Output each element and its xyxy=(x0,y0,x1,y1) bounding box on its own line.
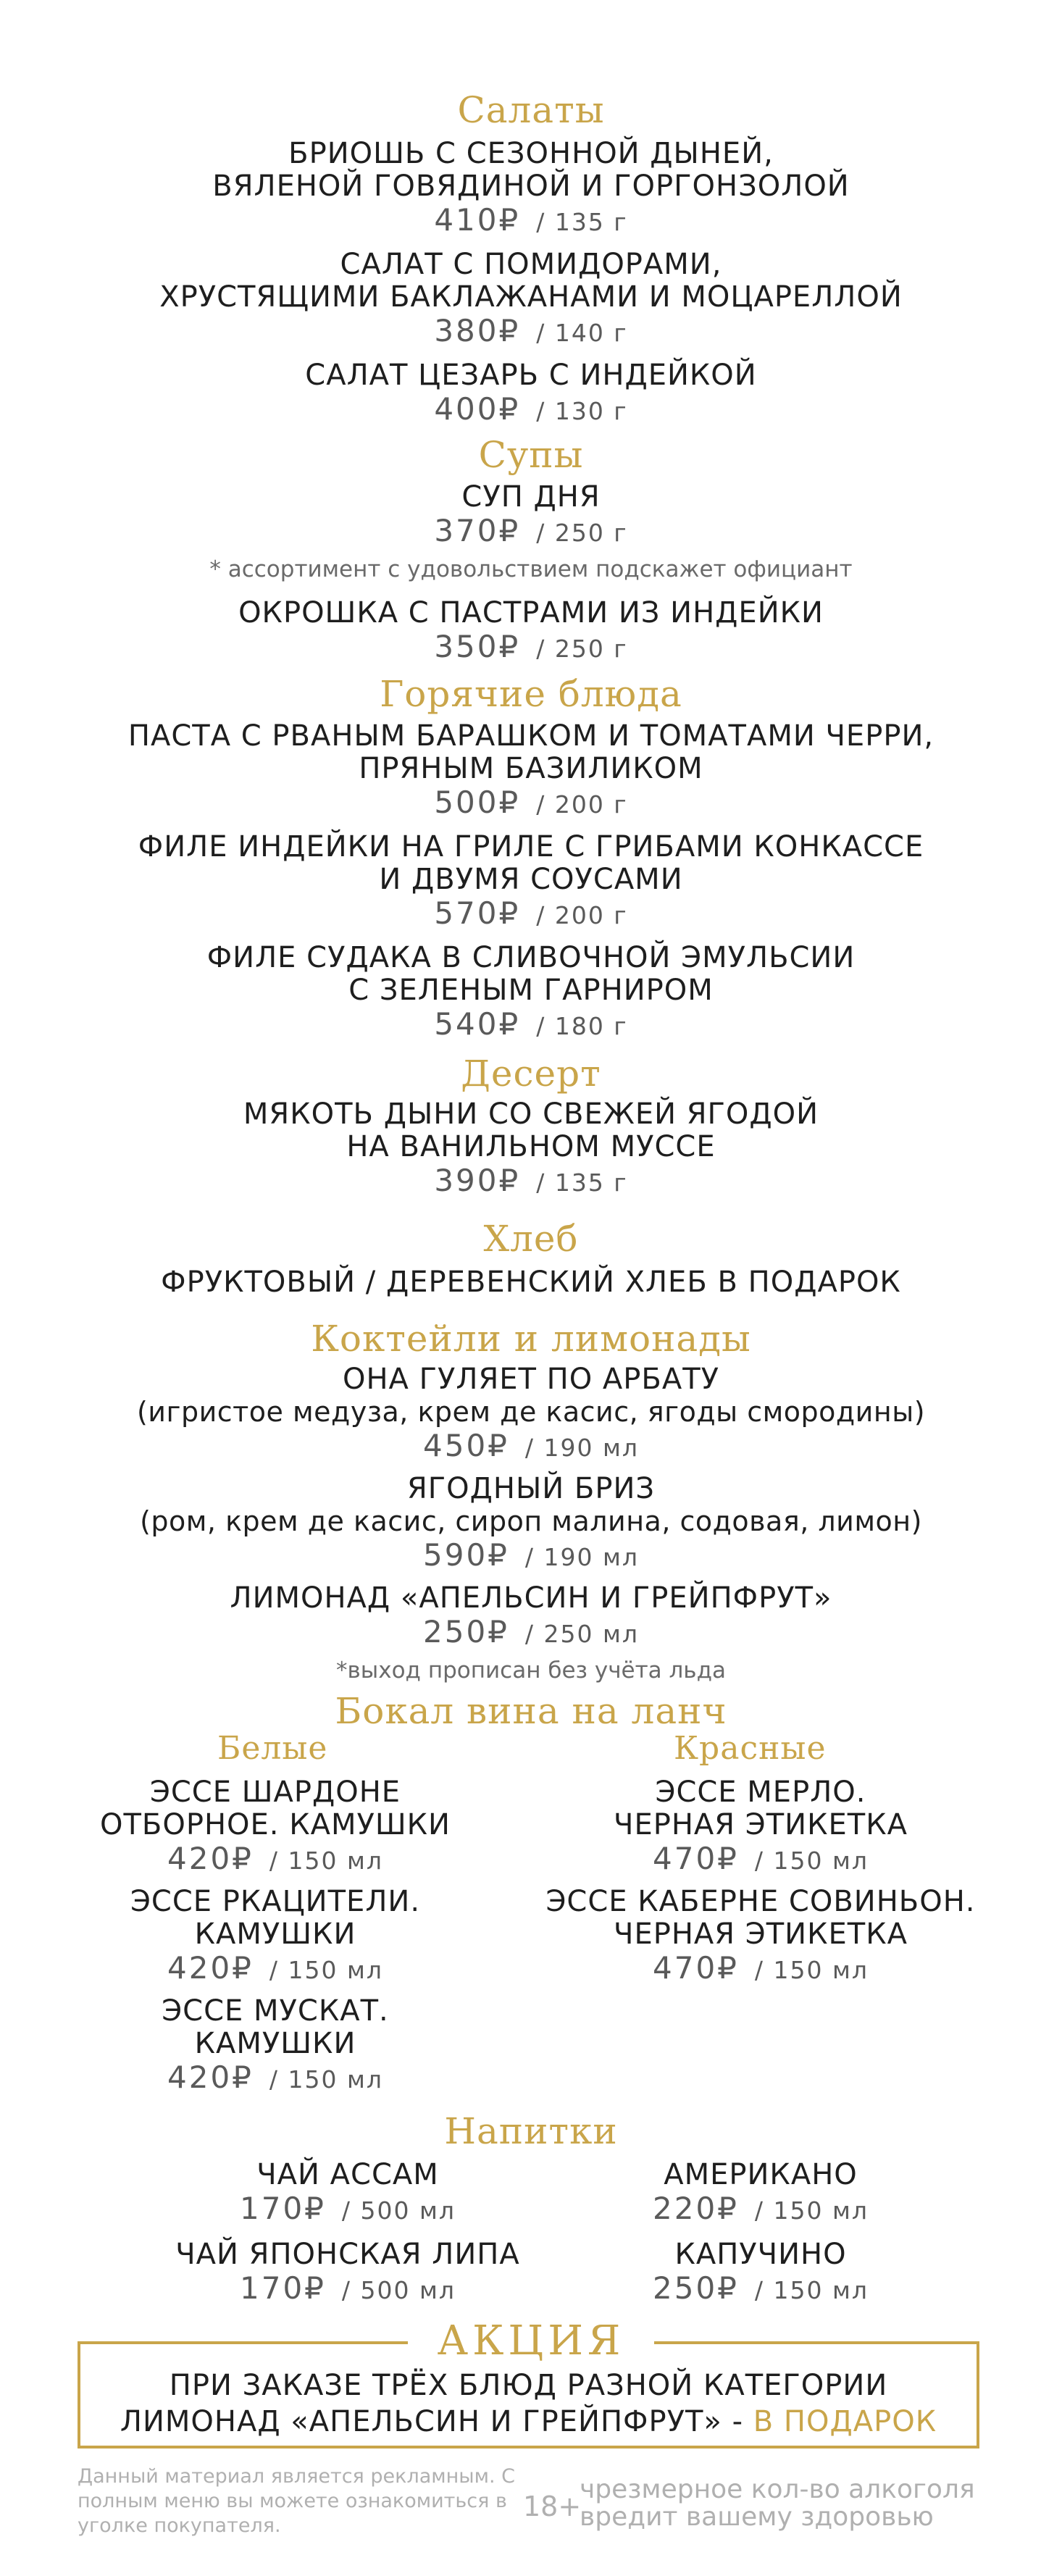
dish-weight: / 135 г xyxy=(536,1168,628,1197)
dish-note: * ассортимент с удовольствием подскажет официант xyxy=(209,556,853,582)
price-line xyxy=(65,1951,485,1992)
alcohol-warning: чрезмерное кол-во алкоголя вредит вашему здоровью xyxy=(580,2475,975,2532)
dish-weight: / 130 г xyxy=(536,397,628,425)
price-line xyxy=(0,1538,1062,1579)
dish-note: *выход прописан без учёта льда xyxy=(335,1657,727,1684)
price-line xyxy=(0,785,1062,827)
promo-title: АКЦИЯ xyxy=(408,2318,654,2364)
dish-price: 170₽ xyxy=(240,2270,326,2306)
section-cocktails xyxy=(0,1317,1062,1685)
promo-line-2-accent: В ПОДАРОК xyxy=(753,2405,937,2438)
price-line xyxy=(0,514,1062,555)
dish-weight: / 250 мл xyxy=(524,1620,639,1648)
dish-price: 540₽ xyxy=(434,1006,521,1042)
dish-price: 450₽ xyxy=(423,1428,509,1463)
dish-price: 380₽ xyxy=(434,313,521,348)
dish-price: 470₽ xyxy=(653,1950,739,1986)
dish-name: БРИОШЬ С СЕЗОННОЙ ДЫНЕЙ, ВЯЛЕНОЙ ГОВЯДИНОЙ И ГОРГОНЗОЛОЙ xyxy=(212,137,850,203)
section-heading: Горячие блюда xyxy=(380,673,682,715)
dish-price: 250₽ xyxy=(653,2270,739,2306)
section-wine xyxy=(0,1689,1062,1733)
dish-weight: / 180 г xyxy=(536,1012,628,1040)
price-line xyxy=(0,896,1062,937)
dish-weight: / 135 г xyxy=(536,208,628,236)
dish-name: АМЕРИКАНО xyxy=(664,2158,858,2191)
dish-name: ЭССЕ МЕРЛО. ЧЕРНАЯ ЭТИКЕТКА xyxy=(614,1776,908,1841)
dish-price: 400₽ xyxy=(434,391,521,427)
dish-name: СУП ДНЯ xyxy=(461,480,601,514)
price-line xyxy=(0,1007,1062,1048)
dish-price: 420₽ xyxy=(167,2059,254,2095)
dish-weight: / 200 г xyxy=(536,901,628,929)
dish-price: 170₽ xyxy=(240,2191,326,2226)
dish-weight: / 150 мл xyxy=(754,1956,869,1984)
wine-white-column xyxy=(65,1730,485,2102)
dish-price: 420₽ xyxy=(167,1950,254,1986)
footer-disclaimer: Данный материал является рекламным. С полным меню вы можете ознакомиться в уголке покупателя. xyxy=(78,2465,515,2537)
price-line xyxy=(609,2271,913,2312)
dish-name: САЛАТ С ПОМИДОРАМИ, ХРУСТЯЩИМИ БАКЛАЖАНАМИ И МОЦАРЕЛЛОЙ xyxy=(159,248,903,314)
price-line xyxy=(0,392,1062,433)
dish-price: 370₽ xyxy=(434,513,521,548)
dish-weight: / 150 мл xyxy=(754,2196,869,2225)
age-rating: 18+ xyxy=(523,2491,582,2522)
promo-line-1: ПРИ ЗАКАЗЕ ТРЁХ БЛЮД РАЗНОЙ КАТЕГОРИИ xyxy=(169,2369,888,2402)
dish-name: ПАСТА С РВАНЫМ БАРАШКОМ И ТОМАТАМИ ЧЕРРИ, ПРЯНЫМ БАЗИЛИКОМ xyxy=(127,719,935,785)
dish-weight: / 190 мл xyxy=(524,1434,639,1462)
dish-weight: / 200 г xyxy=(536,790,628,819)
dish-name: ЭССЕ КАБЕРНЕ СОВИНЬОН. ЧЕРНАЯ ЭТИКЕТКА xyxy=(545,1885,976,1951)
drinks-left-column xyxy=(123,2159,572,2312)
bread-text: ФРУКТОВЫЙ / ДЕРЕВЕНСКИЙ ХЛЕБ В ПОДАРОК xyxy=(161,1266,901,1299)
dish-name: ЭССЕ МУСКАТ. КАМУШКИ xyxy=(162,1994,389,2060)
price-line xyxy=(0,630,1062,671)
section-heading: Бокал вина на ланч xyxy=(335,1690,727,1732)
dish-name: ФИЛЕ СУДАКА В СЛИВОЧНОЙ ЭМУЛЬСИИ С ЗЕЛЕНЫМ ГАРНИРОМ xyxy=(206,941,856,1007)
price-line xyxy=(0,1615,1062,1656)
dish-name: ЭССЕ РКАЦИТЕЛИ. КАМУШКИ xyxy=(130,1885,421,1951)
dish-name: ЧАЙ ЯПОНСКАЯ ЛИПА xyxy=(175,2238,520,2271)
dish-weight: / 250 г xyxy=(536,635,628,663)
drinks-right-column xyxy=(609,2159,913,2312)
dish-name: ЧАЙ АССАМ xyxy=(256,2158,439,2191)
dish-name: ЯГОДНЫЙ БРИЗ xyxy=(406,1472,656,1505)
price-line xyxy=(522,1841,1000,1883)
promo-text xyxy=(78,2367,979,2440)
dish-name: ЛИМОНАД «АПЕЛЬСИН И ГРЕЙПФРУТ» xyxy=(230,1581,832,1615)
promo-line-2 xyxy=(78,2404,979,2440)
dish-weight: / 150 мл xyxy=(754,2276,869,2304)
dish-price: 590₽ xyxy=(423,1537,509,1573)
dish-price: 420₽ xyxy=(167,1841,254,1876)
wine-red-heading: Красные xyxy=(674,1730,827,1767)
section-bread xyxy=(0,1217,1062,1299)
price-line xyxy=(0,1163,1062,1205)
dish-name: МЯКОТЬ ДЫНИ СО СВЕЖЕЙ ЯГОДОЙ НА ВАНИЛЬНОМ МУССЕ xyxy=(243,1097,819,1163)
dish-price: 390₽ xyxy=(434,1163,521,1198)
dish-weight: / 500 мл xyxy=(341,2276,456,2304)
dish-weight: / 150 мл xyxy=(269,1847,383,1875)
dish-price: 470₽ xyxy=(653,1841,739,1876)
dish-price: 220₽ xyxy=(653,2191,739,2226)
dish-weight: / 150 мл xyxy=(269,2065,383,2094)
dish-description: (ром, крем де касис, сироп малина, содовая, лимон) xyxy=(140,1505,922,1537)
section-salads xyxy=(0,88,1062,433)
dish-price: 570₽ xyxy=(434,895,521,931)
price-line xyxy=(0,314,1062,355)
wine-red-column xyxy=(522,1730,1000,1992)
dish-weight: / 150 мл xyxy=(754,1847,869,1875)
section-drinks xyxy=(0,2109,1062,2153)
price-line xyxy=(609,2191,913,2233)
dish-name: ФИЛЕ ИНДЕЙКИ НА ГРИЛЕ С ГРИБАМИ КОНКАССЕ И ДВУМЯ СОУСАМИ xyxy=(138,830,924,896)
dish-weight: / 190 мл xyxy=(524,1543,639,1571)
price-line xyxy=(0,203,1062,244)
dish-price: 350₽ xyxy=(434,629,521,664)
dish-name: КАПУЧИНО xyxy=(674,2238,847,2271)
section-heading: Напитки xyxy=(444,2110,618,2152)
price-line xyxy=(123,2191,572,2233)
dish-name: ОНА ГУЛЯЕТ ПО АРБАТУ xyxy=(342,1363,720,1396)
wine-white-heading: Белые xyxy=(217,1730,328,1767)
section-heading: Коктейли и лимонады xyxy=(311,1318,751,1360)
dish-price: 410₽ xyxy=(434,202,521,238)
price-line xyxy=(65,2060,485,2102)
dish-weight: / 140 г xyxy=(536,319,628,347)
section-dessert xyxy=(0,1052,1062,1205)
dish-name: ЭССЕ ШАРДОНЕ ОТБОРНОЕ. КАМУШКИ xyxy=(100,1776,451,1841)
dish-description: (игристое медуза, крем де касис, ягоды смородины) xyxy=(136,1396,926,1428)
section-hot-dishes xyxy=(0,672,1062,1048)
price-line xyxy=(0,1429,1062,1470)
section-heading: Салаты xyxy=(457,89,605,131)
dish-name: САЛАТ ЦЕЗАРЬ С ИНДЕЙКОЙ xyxy=(305,359,757,392)
price-line xyxy=(65,1841,485,1883)
dish-weight: / 150 мл xyxy=(269,1956,383,1984)
price-line xyxy=(522,1951,1000,1992)
dish-price: 500₽ xyxy=(434,785,521,820)
dish-price: 250₽ xyxy=(423,1614,509,1649)
promo-line-2-main: ЛИМОНАД «АПЕЛЬСИН И ГРЕЙПФРУТ» - xyxy=(120,2405,753,2438)
section-heading: Супы xyxy=(478,434,584,476)
dish-weight: / 250 г xyxy=(536,519,628,547)
dish-weight: / 500 мл xyxy=(341,2196,456,2225)
section-heading: Хлеб xyxy=(483,1218,579,1260)
dish-name: ОКРОШКА С ПАСТРАМИ ИЗ ИНДЕЙКИ xyxy=(238,596,824,630)
price-line xyxy=(123,2271,572,2312)
section-heading: Десерт xyxy=(461,1053,601,1095)
section-soups xyxy=(0,433,1062,671)
